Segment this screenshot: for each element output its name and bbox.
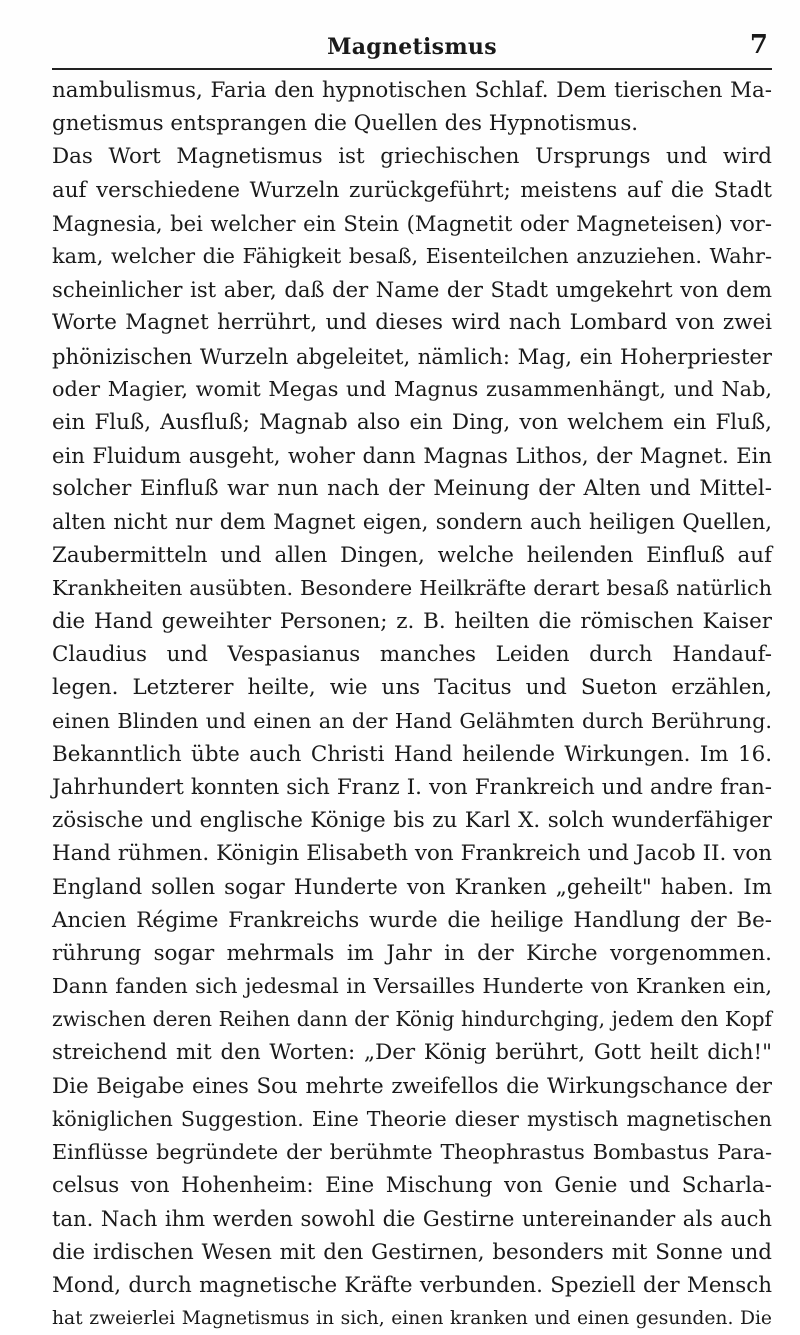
page-number: 7: [749, 30, 768, 60]
text-line: Jahrhundert konnten sich Franz I. von Frankreich und andre fran-: [52, 774, 772, 800]
text-line: nambulismus, Faria den hypnotischen Schlaf. Dem tierischen Ma-: [52, 78, 772, 103]
text-line: ein Fluidum ausgeht, woher dann Magnas Lithos, der Magnet. Ein: [52, 443, 772, 469]
text-line: phönizischen Wurzeln abgeleitet, nämlich: Mag, ein Hoherpriester: [52, 343, 772, 369]
text-line: königlichen Suggestion. Eine Theorie dieser mystisch magnetischen: [52, 1106, 772, 1131]
page-header: [52, 26, 772, 70]
text-line: ein Fluß, Ausfluß; Magnab also ein Ding, von welchem ein Fluß,: [52, 409, 772, 435]
text-line: zwischen deren Reihen dann der König hindurchging, jedem den Kopf: [52, 1007, 772, 1032]
text-line: auf verschiedene Wurzeln zurückgeführt; meistens auf die Stadt: [52, 177, 772, 203]
text-line: Ancien Régime Frankreichs wurde die heilige Handlung der Be-: [52, 907, 772, 933]
text-line: Dann fanden sich jedesmal in Versailles Hunderte von Kranken ein,: [52, 974, 772, 999]
running-head: Magnetismus: [327, 34, 497, 60]
text-line: solcher Einfluß war nun nach der Meinung der Alten und Mittel-: [52, 476, 772, 502]
text-line: Zaubermitteln und allen Dingen, welche heilenden Einfluß auf: [52, 542, 772, 568]
text-line: Mond, durch magnetische Kräfte verbunden. Speziell der Mensch: [52, 1272, 772, 1298]
text-line: legen. Letzterer heilte, wie uns Tacitus und Sueton erzählen,: [52, 675, 772, 701]
text-line: Magnesia, bei welcher ein Stein (Magnetit oder Magneteisen) vor-: [52, 210, 772, 236]
text-line: scheinlicher ist aber, daß der Name der Stadt umgekehrt von dem: [52, 277, 772, 303]
text-line: tan. Nach ihm werden sowohl die Gestirne untereinander als auch: [52, 1206, 772, 1232]
text-line: Claudius und Vespasianus manches Leiden durch Handauf-: [52, 642, 772, 668]
body-text: [52, 74, 772, 1335]
text-line: Krankheiten ausübten. Besondere Heilkräfte derart besaß natürlich: [52, 575, 772, 600]
text-line: die Hand geweihter Personen; z. B. heilten die römischen Kaiser: [52, 609, 772, 634]
text-line: gnetismus entsprangen die Quellen des Hypnotismus.: [52, 111, 639, 137]
text-line: Das Wort Magnetismus ist griechischen Ursprungs und wird: [52, 144, 772, 170]
text-line: zösische und englische Könige bis zu Karl X. solch wunderfähiger: [52, 808, 772, 834]
text-line: einen Blinden und einen an der Hand Gelähmten durch Berührung.: [52, 708, 772, 733]
text-line: Worte Magnet herrührt, und dieses wird nach Lombard von zwei: [52, 310, 772, 336]
text-line: England sollen sogar Hunderte von Kranken „geheilt" haben. Im: [52, 874, 772, 900]
text-line: kam, welcher die Fähigkeit besaß, Eisenteilchen anzuziehen. Wahr-: [52, 243, 772, 268]
text-line: die irdischen Wesen mit den Gestirnen, besonders mit Sonne und: [52, 1239, 772, 1265]
text-line: Hand rühmen. Königin Elisabeth von Frankreich und Jacob II. von: [52, 841, 772, 867]
text-line: rührung sogar mehrmals im Jahr in der Kirche vorgenommen.: [52, 940, 772, 966]
text-line: hat zweierlei Magnetismus in sich, einen kranken und einen gesunden. Die: [52, 1307, 772, 1329]
text-line: Bekanntlich übte auch Christi Hand heilende Wirkungen. Im 16.: [52, 741, 772, 767]
text-line: Einflüsse begründete der berühmte Theophrastus Bombastus Para-: [52, 1140, 772, 1164]
text-line: oder Magier, womit Megas und Magnus zusammenhängt, und Nab,: [52, 376, 772, 401]
text-line: alten nicht nur dem Magnet eigen, sondern auch heiligen Quellen,: [52, 509, 772, 535]
text-line: celsus von Hohenheim: Eine Mischung von Genie und Scharla-: [52, 1173, 772, 1199]
text-line: Die Beigabe eines Sou mehrte zweifellos die Wirkungschance der: [52, 1073, 772, 1099]
text-line: streichend mit den Worten: „Der König berührt, Gott heilt dich!": [52, 1040, 772, 1066]
